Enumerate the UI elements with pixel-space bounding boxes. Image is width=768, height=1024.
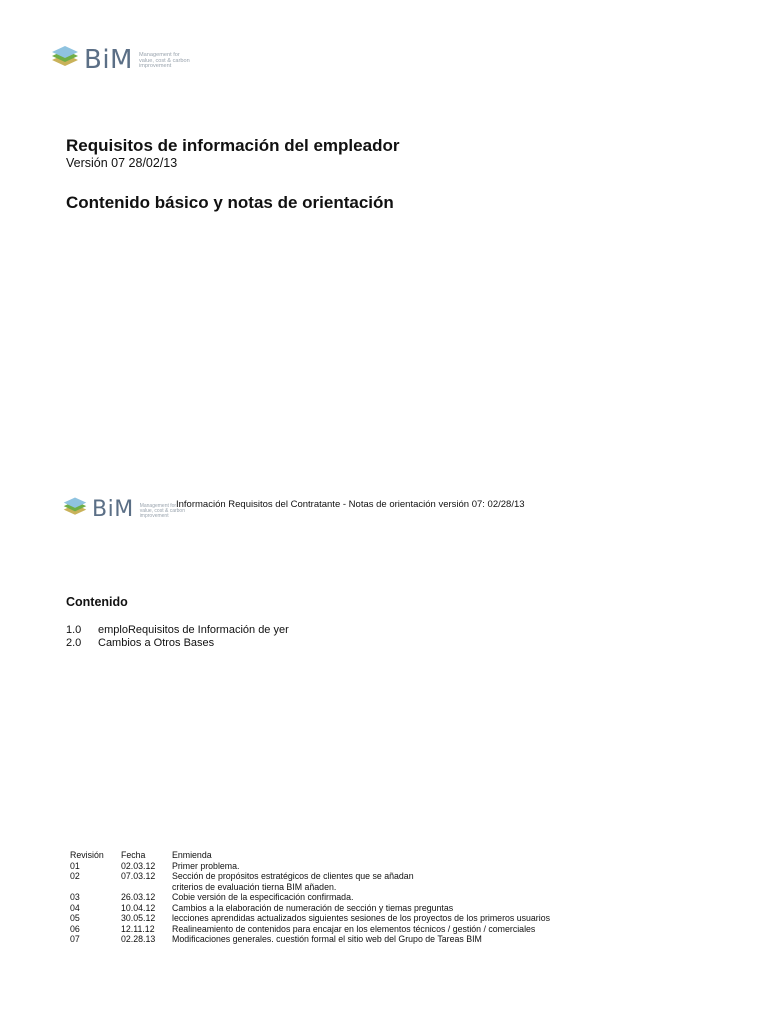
revision-table: [70, 850, 550, 945]
table-row: [70, 913, 550, 924]
toc-item-number: 2.0: [66, 637, 82, 649]
column-header-date: Fecha: [121, 850, 146, 860]
toc-item-number: 1.0: [66, 624, 82, 636]
logo-brand: BiM: [92, 497, 134, 522]
cell-amendment: Primer problema.: [172, 860, 240, 871]
table-row: [70, 882, 550, 893]
logo-tagline: Management for value, cost & carbon improvement: [139, 502, 185, 520]
cell-amendment: Sección de propósitos estratégicos de clientes que se añadan: [172, 871, 414, 881]
cell-date: 02.28.13: [121, 934, 156, 944]
logo-tagline: Management for value, cost & carbon improvement: [139, 51, 190, 70]
table-of-contents: [66, 624, 289, 650]
table-header-row: [70, 850, 550, 861]
cell-revision: 04: [70, 902, 80, 913]
cell-revision: 05: [70, 913, 80, 923]
stacked-layers-icon: [50, 42, 80, 77]
page-header-text: Información Requisitos del Contratante - Notas de orientación versión 07: 02/28/13: [176, 499, 525, 510]
logo-brand: BiM: [84, 44, 133, 75]
cell-revision: 06: [70, 923, 80, 934]
column-header-revision: Revisión: [70, 850, 104, 860]
table-row: [70, 861, 550, 872]
contents-heading: Contenido: [66, 595, 128, 609]
cell-revision: [70, 882, 121, 893]
cell-amendment: lecciones aprendidas actualizados siguientes sesiones de los proyectos de los primeros usuarios: [172, 913, 550, 923]
toc-item-label: emploRequisitos de Información de yer: [98, 624, 289, 636]
cell-date: 10.04.12: [121, 902, 156, 913]
table-row: [70, 871, 550, 882]
cell-amendment: Cambios a la elaboración de numeración de sección y tiemas preguntas: [172, 902, 454, 913]
cell-revision: 01: [70, 860, 80, 871]
cell-date: 26.03.12: [121, 892, 156, 902]
toc-item[interactable]: [66, 624, 289, 637]
document-version: Versión 07 28/02/13: [66, 156, 178, 170]
bim-logo-header: [62, 494, 188, 525]
cell-date: 02.03.12: [121, 860, 156, 871]
table-row: [70, 892, 550, 903]
bim-logo: [50, 42, 195, 77]
cell-revision: 02: [70, 871, 80, 881]
table-row: [70, 903, 550, 914]
cell-amendment: Realineamiento de contenidos para encajar en los elementos técnicos / gestión / comerciales: [172, 923, 536, 934]
document-subtitle: Contenido básico y notas de orientación: [66, 193, 394, 212]
table-row: [70, 934, 550, 945]
column-header-amendment: Enmienda: [172, 850, 212, 860]
document-title: Requisitos de información del empleador: [66, 136, 400, 155]
cell-date: 12.11.12: [121, 923, 155, 934]
cell-date: 07.03.12: [121, 871, 156, 881]
cell-date: [121, 882, 172, 893]
toc-item[interactable]: [66, 637, 289, 650]
cell-revision: 07: [70, 934, 80, 944]
cell-amendment: Cobie versión de la especificación confirmada.: [172, 892, 354, 902]
cell-amendment: criterios de evaluación tierna BIM añaden.: [172, 881, 337, 892]
cell-amendment: Modificaciones generales. cuestión formal el sitio web del Grupo de Tareas BIM: [172, 934, 482, 944]
cell-revision: 03: [70, 892, 80, 902]
toc-item-label: Cambios a Otros Bases: [98, 637, 215, 649]
table-row: [70, 924, 550, 935]
stacked-layers-icon: [62, 494, 88, 525]
cell-date: 30.05.12: [121, 913, 156, 923]
